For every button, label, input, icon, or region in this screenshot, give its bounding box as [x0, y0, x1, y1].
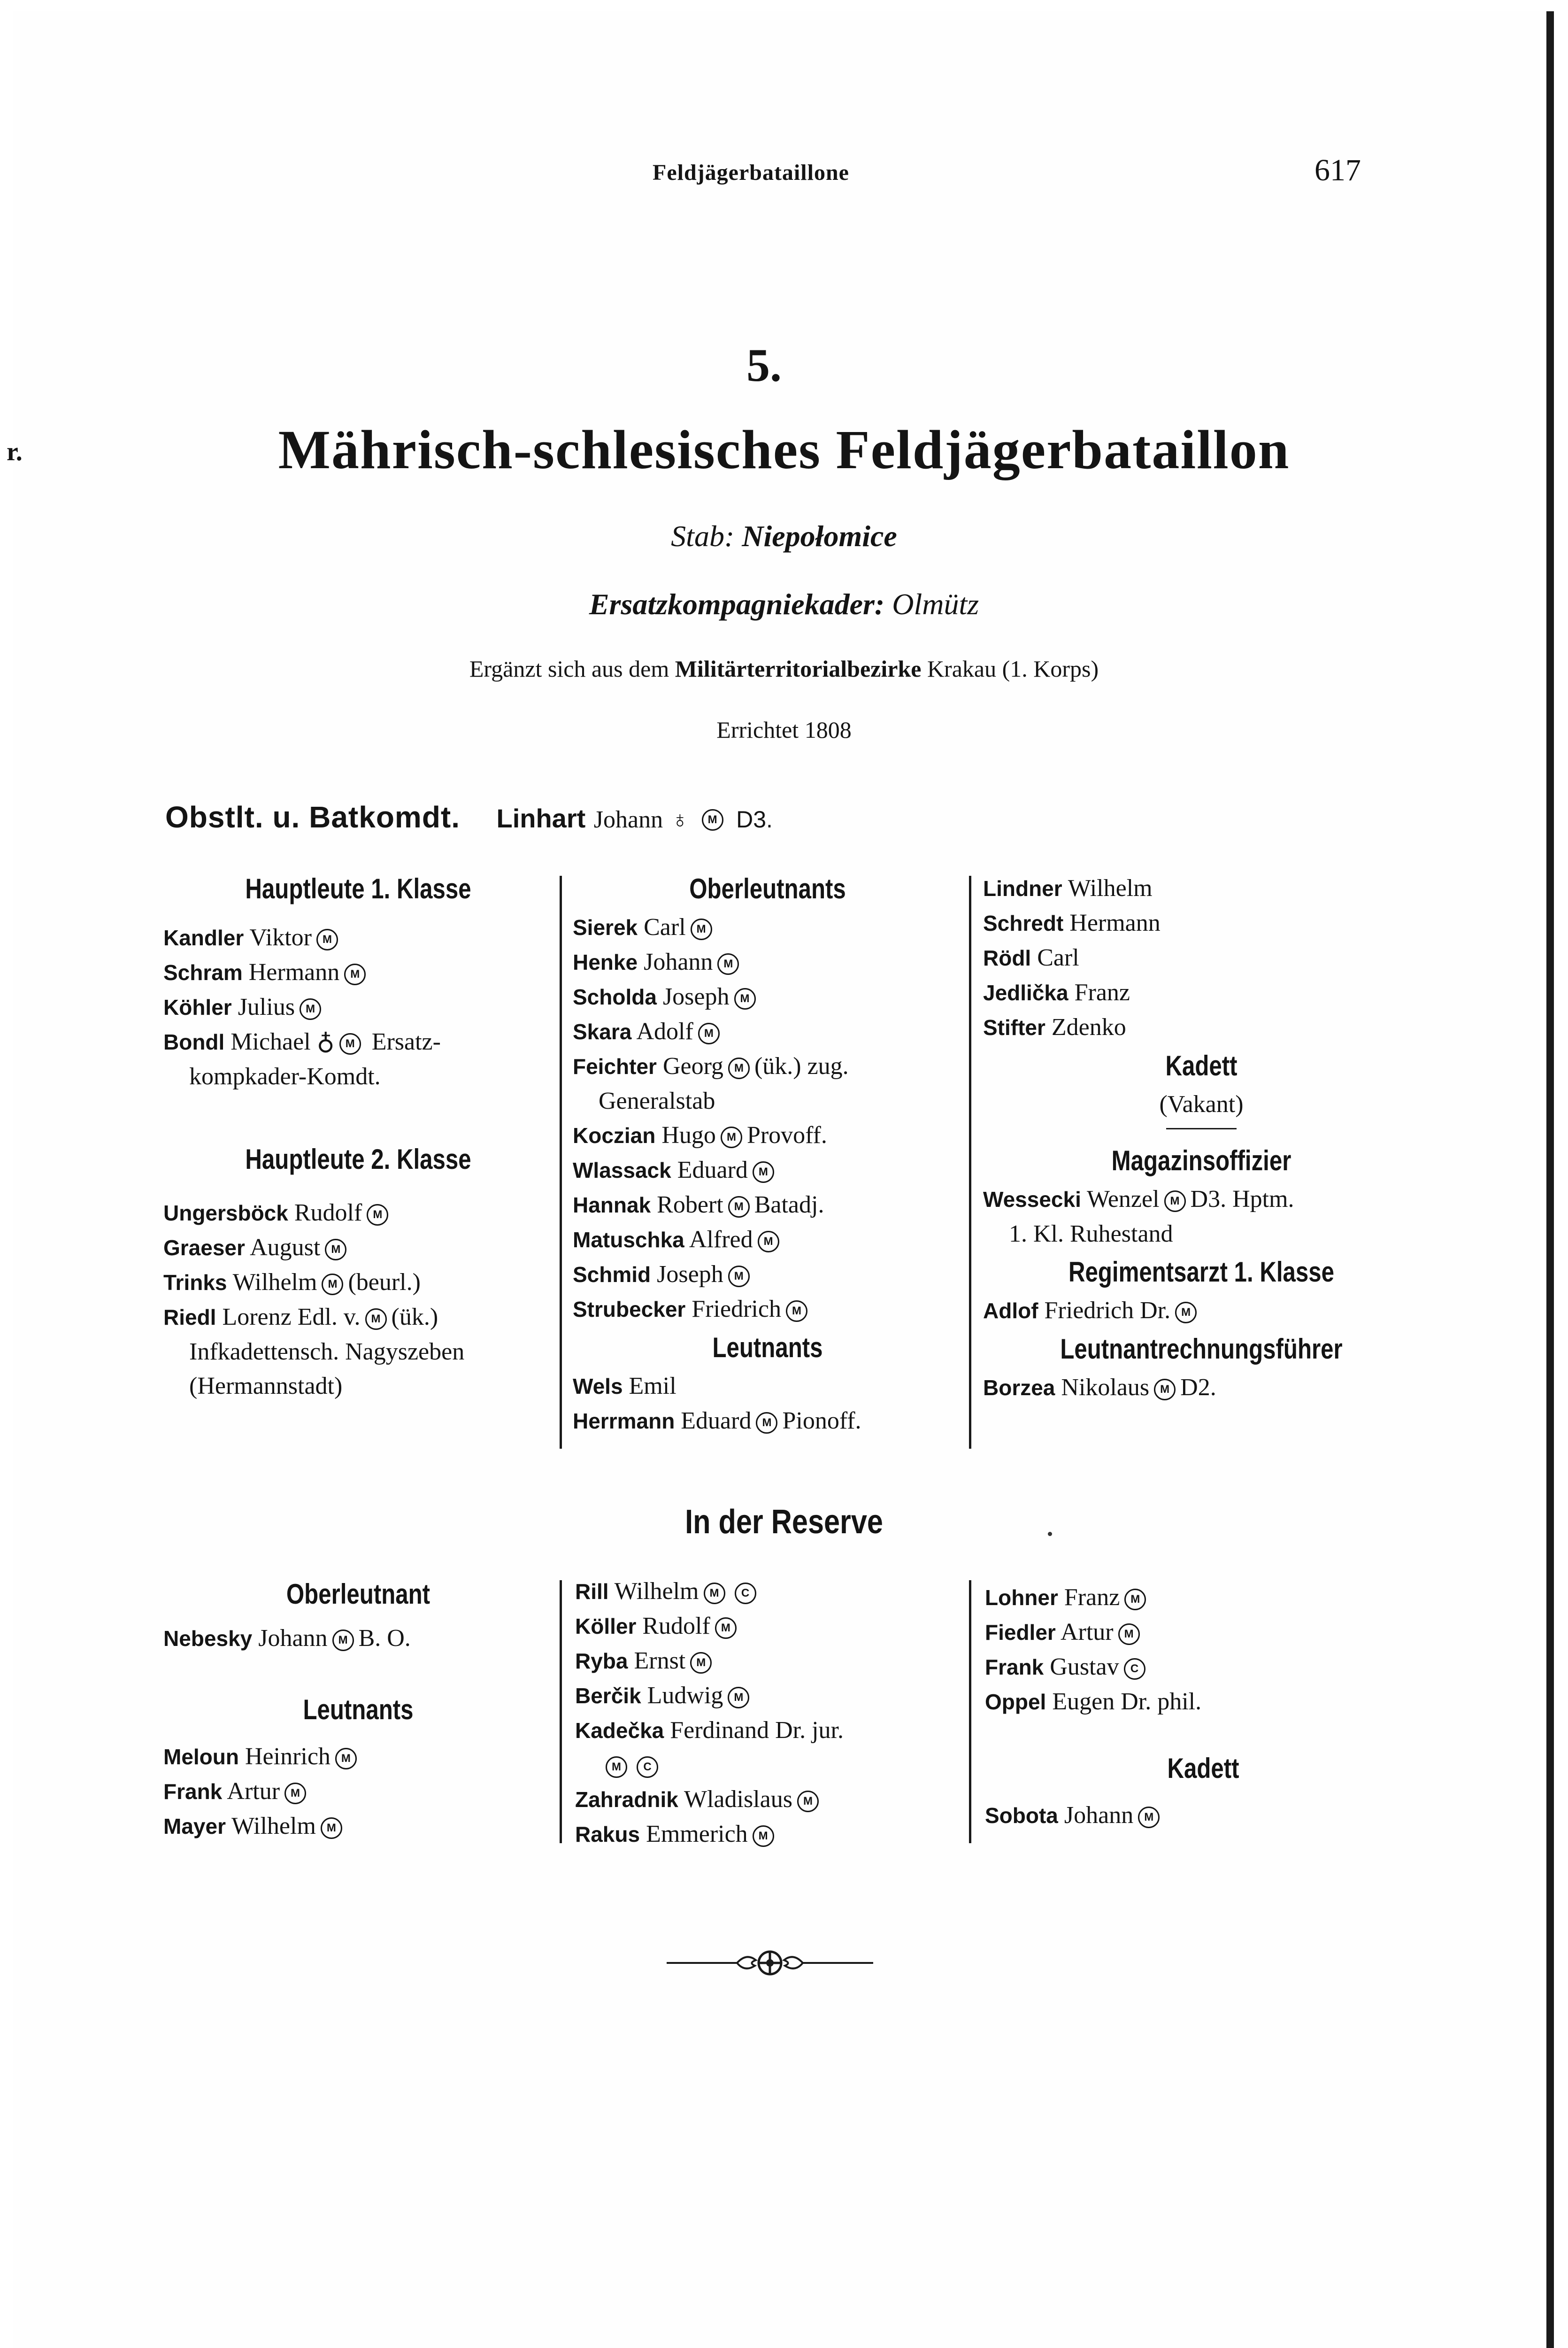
surname: Borzea	[983, 1375, 1055, 1400]
surname: Matuschka	[573, 1228, 684, 1252]
m-medal-icon: M	[721, 1127, 742, 1148]
surname: Scholda	[573, 985, 657, 1009]
list-item	[983, 1010, 1420, 1045]
heading-reserve-leutnants: Leutnants	[303, 1694, 414, 1725]
surname: Koczian	[573, 1123, 656, 1148]
ornament-icon	[667, 1944, 873, 1982]
given-name: Georg	[662, 1053, 723, 1080]
cross-icon: ♁	[316, 1028, 335, 1055]
surname: Sobota	[985, 1803, 1058, 1828]
page-number: 617	[1314, 153, 1361, 187]
recruit-district: Militärterritorialbezirke	[675, 656, 922, 682]
heading-reserve-oberleutnant: Oberleutnant	[286, 1578, 430, 1610]
reserve-left-column	[163, 1573, 553, 1844]
given-name: Johann	[1064, 1802, 1134, 1829]
list-item	[163, 1230, 553, 1265]
m-medal-icon: M	[284, 1783, 306, 1804]
list-item	[573, 1188, 962, 1222]
surname: Jedlička	[983, 981, 1068, 1005]
list-item	[163, 1739, 553, 1774]
list-item	[573, 1404, 962, 1438]
surname: Meloun	[163, 1745, 239, 1769]
surname: Berčik	[575, 1684, 641, 1708]
m-medal-icon: M	[690, 1652, 712, 1674]
surname: Oppel	[985, 1690, 1046, 1714]
surname: Lindner	[983, 876, 1062, 901]
surname: Köller	[575, 1614, 637, 1638]
reserve-right-column	[985, 1580, 1422, 1833]
left-column	[163, 868, 553, 1403]
given-name: Hugo	[661, 1122, 716, 1149]
commander-given: Johann	[593, 806, 663, 833]
list-item	[573, 1257, 962, 1292]
list-item	[985, 1650, 1422, 1684]
m-medal-icon: M	[335, 1748, 357, 1769]
m-medal-icon: M	[325, 1239, 346, 1260]
list-item	[163, 955, 553, 990]
surname: Schmid	[573, 1262, 651, 1287]
surname: Zahradnik	[575, 1787, 678, 1812]
surname: Rill	[575, 1579, 609, 1604]
cadre-line	[0, 587, 1568, 622]
surname: Strubecker	[573, 1297, 686, 1321]
given-name: Nikolaus	[1061, 1374, 1150, 1401]
given-name: Ernst	[634, 1647, 686, 1674]
surname: Graeser	[163, 1236, 245, 1260]
list-item	[573, 1118, 962, 1153]
given-name: Emil	[629, 1373, 676, 1399]
surname: Kandler	[163, 926, 244, 950]
surname: Schredt	[983, 911, 1064, 935]
surname: Ungersböck	[163, 1201, 288, 1225]
list-item	[163, 1265, 553, 1300]
given-name: August	[250, 1234, 321, 1261]
given-name: Carl	[1037, 944, 1079, 971]
list-item	[573, 1014, 962, 1049]
m-medal-icon: M	[1164, 1190, 1186, 1212]
m-medal-icon: M	[1138, 1807, 1160, 1828]
m-medal-icon: M	[1124, 1589, 1146, 1610]
list-item	[575, 1609, 965, 1644]
column-rule	[560, 1580, 562, 1843]
list-item	[163, 1621, 553, 1656]
given-name: Viktor	[249, 924, 312, 951]
surname: Rakus	[575, 1822, 640, 1846]
reserve-heading: In der Reserve	[685, 1503, 883, 1541]
given-name: Wilhelm	[231, 1813, 316, 1839]
list-item	[573, 910, 962, 945]
m-medal-icon: M	[753, 1825, 774, 1847]
list-item	[573, 945, 962, 980]
surname: Trinks	[163, 1270, 227, 1295]
given-name: Wenzel	[1086, 1186, 1160, 1213]
column-rule	[969, 1580, 971, 1843]
given-name: Friedrich Dr.	[1044, 1297, 1171, 1324]
page-title: Mährisch-schlesisches Feldjägerbataillon	[278, 419, 1290, 480]
list-item	[575, 1713, 965, 1782]
given-name: Wladislaus	[684, 1786, 792, 1813]
given-name: Alfred	[689, 1226, 753, 1253]
surname: Wels	[573, 1374, 623, 1398]
surname: Stifter	[983, 1015, 1045, 1040]
note: D2.	[1180, 1374, 1216, 1401]
list-item	[163, 1196, 553, 1230]
m-medal-icon: M	[300, 998, 321, 1020]
m-medal-icon: M	[606, 1756, 627, 1778]
given-name: Emmerich	[646, 1821, 748, 1847]
established-line: Errichtet 1808	[716, 717, 852, 743]
note: Batadj.	[754, 1191, 824, 1218]
given-name: Rudolf	[294, 1199, 362, 1226]
list-item	[983, 1370, 1420, 1405]
given-name: Wilhelm	[232, 1269, 317, 1296]
m-medal-icon: M	[717, 953, 739, 975]
vacant-note: (Vakant)	[1159, 1091, 1244, 1118]
note-continued: 1. Kl. Ruhestand	[1009, 1220, 1173, 1247]
m-medal-icon: M	[704, 1583, 725, 1604]
surname: Frank	[985, 1655, 1044, 1679]
list-item	[573, 1049, 962, 1118]
list-item	[985, 1580, 1422, 1615]
list-item	[983, 1182, 1420, 1251]
cadre-place: Olmütz	[892, 587, 979, 621]
list-item	[163, 1300, 553, 1403]
m-medal-icon: M	[698, 1023, 720, 1044]
surname: Schram	[163, 960, 243, 985]
note: D3. Hptm.	[1190, 1186, 1294, 1213]
commander-surname: Linhart	[496, 803, 586, 833]
recruit-line	[0, 655, 1568, 682]
m-medal-icon: M	[1175, 1302, 1197, 1323]
list-item	[985, 1615, 1422, 1650]
right-column	[983, 871, 1420, 1405]
surname: Fiedler	[985, 1620, 1056, 1645]
given-name: Hermann	[248, 959, 340, 986]
note: (ük.) zug.	[754, 1053, 849, 1080]
surname: Wessecki	[983, 1187, 1081, 1212]
commander-rank: Obstlt. u. Batkomdt.	[165, 800, 460, 834]
surname: Riedl	[163, 1305, 216, 1329]
given-name: Eduard	[677, 1157, 748, 1183]
given-name: Lorenz Edl. v.	[222, 1304, 361, 1330]
list-item	[985, 1798, 1422, 1833]
reserve-middle-column	[575, 1574, 965, 1852]
m-medal-icon: M	[1154, 1379, 1176, 1400]
heading-oberleutnants: Oberleutnants	[689, 873, 846, 904]
given-name: Zdenko	[1051, 1014, 1126, 1041]
c-medal-icon: C	[1124, 1658, 1145, 1680]
m-medal-icon: M	[367, 1204, 388, 1226]
list-item	[575, 1678, 965, 1713]
surname: Frank	[163, 1779, 223, 1804]
note: (beurl.)	[348, 1269, 421, 1296]
given-name: Johann	[258, 1625, 328, 1652]
m-medal-icon: M	[728, 1196, 750, 1218]
surname: Rödl	[983, 946, 1031, 970]
section-number: 5.	[746, 339, 782, 391]
heading-kadett: Kadett	[1165, 1050, 1237, 1081]
m-medal-icon: M	[1118, 1623, 1140, 1645]
list-item	[163, 990, 553, 1025]
note: Pionoff.	[782, 1407, 861, 1434]
list-item	[983, 975, 1420, 1010]
list-item	[983, 906, 1420, 941]
surname: Ryba	[575, 1649, 628, 1673]
m-medal-icon: M	[322, 1274, 343, 1295]
m-medal-icon: M	[728, 1687, 749, 1708]
recruit-text-2: Krakau (1. Korps)	[927, 656, 1099, 682]
m-medal-icon: M	[753, 1161, 774, 1183]
given-name: Gustav	[1050, 1653, 1119, 1680]
given-name: Wilhelm	[614, 1578, 699, 1605]
heading-leutnants: Leutnants	[712, 1332, 823, 1363]
given-name: Friedrich	[692, 1296, 781, 1322]
given-name: Joseph	[662, 983, 730, 1010]
surname: Skara	[573, 1020, 632, 1044]
list-item	[573, 1222, 962, 1257]
note: Ersatz-	[371, 1028, 441, 1055]
list-item	[163, 1774, 553, 1809]
surname: Mayer	[163, 1814, 226, 1838]
list-item	[575, 1782, 965, 1817]
given-name: Hermann	[1069, 910, 1161, 936]
surname: Nebesky	[163, 1626, 253, 1651]
surname: Lohner	[985, 1585, 1058, 1610]
m-medal-icon: M	[758, 1231, 779, 1252]
running-head: Feldjägerbataillone	[653, 160, 849, 185]
heading-reserve-kadett: Kadett	[1167, 1753, 1239, 1784]
heading-rechnungsfuehrer: Leutnantrechnungsführer	[1060, 1333, 1343, 1365]
surname: Hannak	[573, 1193, 651, 1217]
given-name: Johann	[644, 949, 713, 975]
staff-place: Niepołomice	[742, 519, 897, 553]
m-medal-icon: M	[756, 1412, 777, 1434]
print-speck	[1048, 1532, 1052, 1536]
given-name: Adolf	[636, 1018, 693, 1045]
divider	[1166, 1128, 1237, 1129]
column-rule	[560, 876, 562, 1449]
heading-regimentsarzt: Regimentsarzt 1. Klasse	[1068, 1256, 1335, 1288]
heading-magazinsoffizier: Magazinsoffizier	[1111, 1145, 1291, 1176]
surname: Sierek	[573, 915, 638, 940]
surname: Kadečka	[575, 1718, 664, 1743]
m-medal-icon: M	[786, 1300, 807, 1322]
m-medal-icon: M	[715, 1617, 737, 1639]
m-medal-icon: M	[365, 1308, 387, 1330]
staff-line	[0, 519, 1568, 554]
list-item	[163, 1809, 553, 1844]
edge-mark: r.	[7, 437, 23, 466]
surname: Henke	[573, 950, 638, 974]
given-name: Ferdinand Dr. jur.	[670, 1717, 844, 1744]
given-name: Eduard	[681, 1407, 752, 1434]
staff-label: Stab:	[671, 519, 735, 553]
given-name: Robert	[657, 1191, 723, 1218]
m-medal-icon: M	[728, 1266, 750, 1287]
surname: Bondl	[163, 1030, 225, 1054]
note-continued: Generalstab	[599, 1088, 715, 1114]
list-item	[573, 1292, 962, 1327]
list-item	[983, 1293, 1420, 1328]
m-medal-icon: M	[344, 964, 366, 985]
given-name: Ludwig	[647, 1682, 723, 1709]
note-continued: (Hermannstadt)	[189, 1373, 343, 1399]
commander-decoration: D3.	[736, 806, 773, 833]
given-name: Heinrich	[245, 1743, 331, 1770]
recruit-text-1: Ergänzt sich aus dem	[469, 656, 669, 682]
given-name: Julius	[238, 994, 295, 1020]
surname: Feichter	[573, 1054, 657, 1079]
note: B. O.	[358, 1625, 411, 1652]
middle-column	[573, 868, 962, 1438]
given-name: Artur	[227, 1778, 280, 1805]
m-medal-icon: M	[332, 1630, 354, 1651]
note: Provoff.	[746, 1122, 827, 1149]
surname: Adlof	[983, 1298, 1038, 1323]
m-medal-icon: M	[728, 1058, 750, 1079]
list-item	[163, 920, 553, 955]
heading-hauptleute-2: Hauptleute 2. Klasse	[245, 1143, 471, 1175]
list-item	[575, 1574, 965, 1609]
given-name: Artur	[1060, 1619, 1114, 1645]
given-name: Eugen Dr. phil.	[1052, 1688, 1202, 1715]
list-item	[983, 941, 1420, 975]
m-medal-icon: M	[702, 809, 723, 831]
given-name: Rudolf	[642, 1613, 710, 1639]
list-item	[985, 1684, 1422, 1719]
list-item	[575, 1644, 965, 1678]
list-item	[575, 1817, 965, 1852]
list-item	[983, 871, 1420, 906]
list-item	[163, 1025, 553, 1094]
column-rule	[969, 876, 971, 1449]
cadre-label: Ersatzkompagniekader:	[589, 587, 885, 621]
given-name: Wilhelm	[1068, 875, 1153, 902]
m-medal-icon: M	[691, 919, 712, 940]
heading-hauptleute-1: Hauptleute 1. Klasse	[245, 873, 471, 904]
c-medal-icon: C	[735, 1583, 756, 1604]
m-medal-icon: M	[321, 1817, 342, 1839]
list-item	[573, 980, 962, 1014]
m-medal-icon: M	[797, 1791, 819, 1812]
note: (ük.)	[391, 1304, 438, 1330]
list-item	[573, 1369, 962, 1404]
m-medal-icon: M	[734, 988, 756, 1010]
given-name: Franz	[1064, 1584, 1120, 1611]
given-name: Carl	[644, 914, 686, 941]
surname: Wlassack	[573, 1158, 671, 1182]
note-continued: kompkader-Komdt.	[189, 1063, 381, 1090]
commander-line	[165, 798, 773, 836]
m-medal-icon: M	[316, 929, 338, 950]
surname: Köhler	[163, 995, 232, 1020]
given-name: Michael	[231, 1028, 311, 1055]
surname: Herrmann	[573, 1409, 675, 1433]
m-medal-icon: M	[339, 1033, 361, 1055]
note-continued: Infkadettensch. Nagyszeben	[189, 1338, 465, 1365]
given-name: Joseph	[657, 1261, 723, 1288]
cross-icon: ♁	[671, 806, 689, 833]
list-item	[573, 1153, 962, 1188]
c-medal-icon: C	[637, 1756, 658, 1778]
given-name: Franz	[1074, 979, 1130, 1006]
